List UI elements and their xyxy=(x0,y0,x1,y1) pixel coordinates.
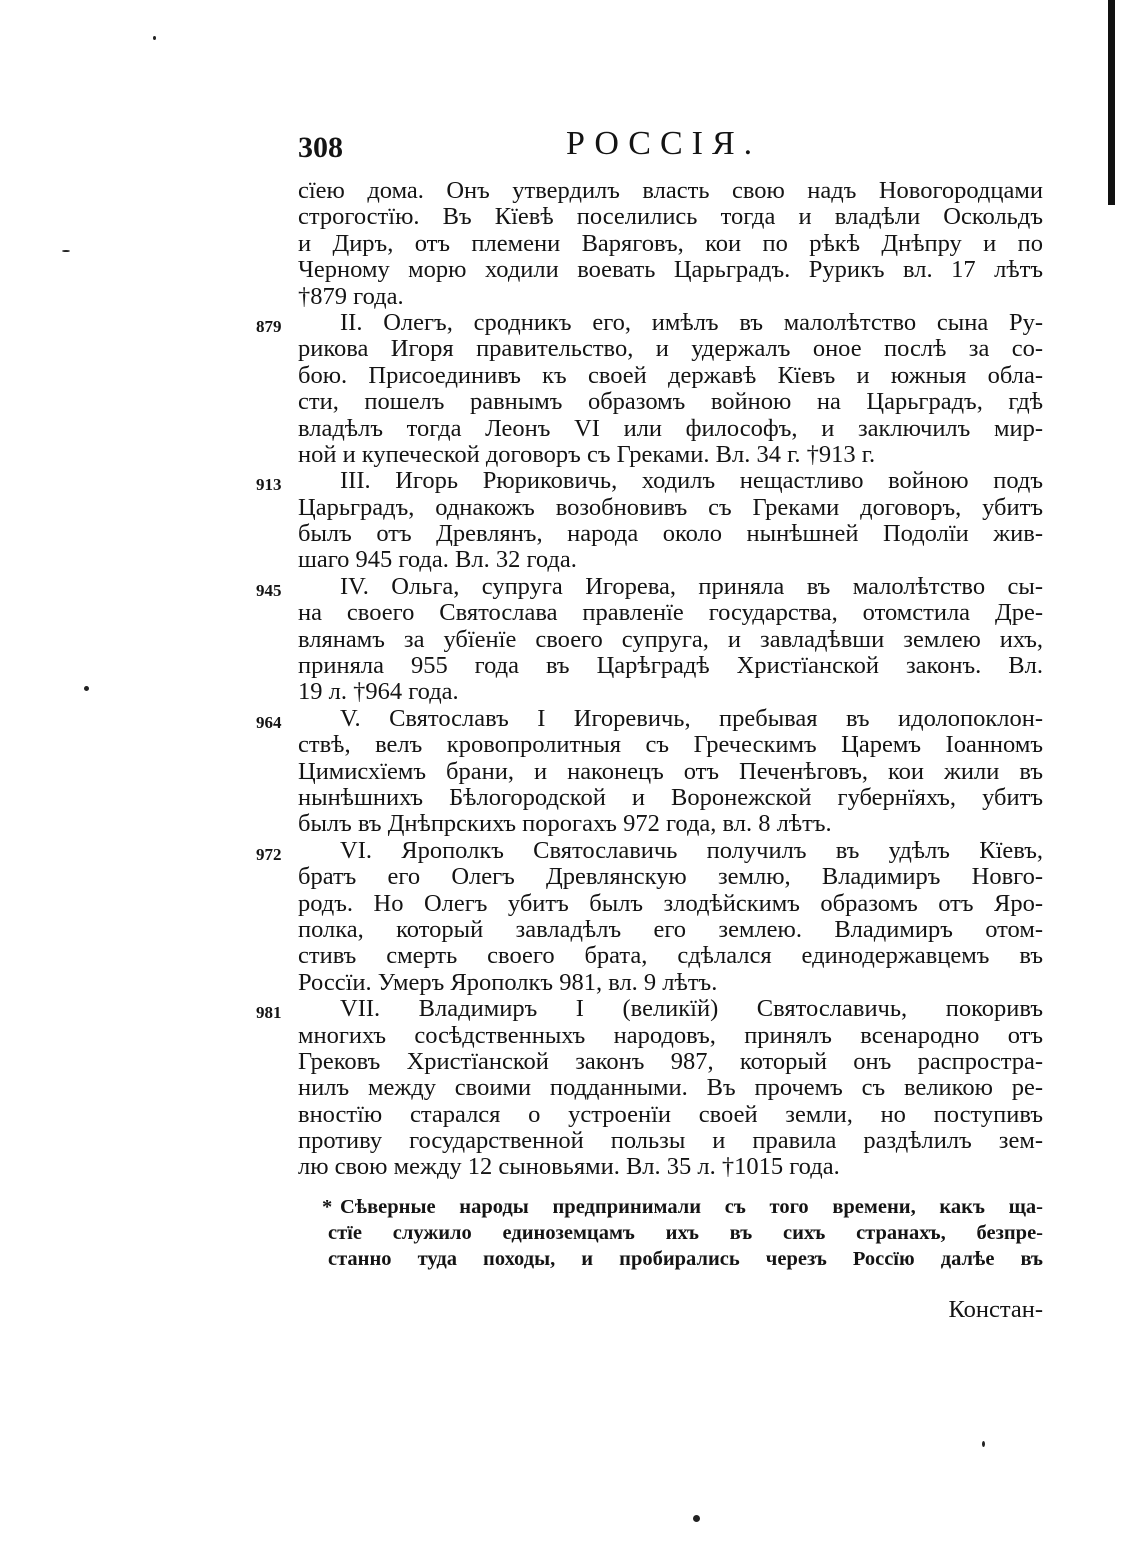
text-line: влянамъ за убїенїе своего супруга, и завладѣвши землею ихъ, xyxy=(298,625,1043,653)
text-line: VII. Владимиръ I (великїй) Святославичь, покоривъ xyxy=(340,995,1043,1023)
page-edge-line xyxy=(1108,0,1115,205)
text-line: †879 года. xyxy=(298,282,404,310)
footnote-line: Сѣверные народы предпринимали съ того времени, какъ ща- xyxy=(340,1196,1043,1218)
reign-entry xyxy=(256,704,1043,838)
text-line: сти, пошелъ равнымъ образомъ войною на Царьградъ, гдѣ xyxy=(298,388,1043,416)
reign-entry xyxy=(256,836,1043,996)
margin-year: 913 xyxy=(256,475,282,495)
margin-year: 972 xyxy=(256,844,282,864)
reign-entry xyxy=(256,572,1043,706)
page-number: 308 xyxy=(298,131,343,164)
footnote xyxy=(322,1194,1043,1272)
margin-year: 981 xyxy=(256,1003,282,1023)
text-line: стивъ смерть своего брата, сдѣлался единодержавцемъ въ xyxy=(298,942,1043,970)
footnote-line: стїе служило единоземцамъ ихъ въ сихъ странахъ, безпре- xyxy=(328,1222,1043,1244)
reign-entry xyxy=(256,467,1043,574)
text-line: былъ отъ Древлянъ, народа около нынѣшней Подолїи жив- xyxy=(298,520,1043,548)
text-line: и Диръ, отъ племени Варяговъ, кои по рѣкѣ Днѣпру и по xyxy=(298,229,1043,257)
footnote-marker: * xyxy=(322,1196,333,1218)
text-line: Царьградъ, однакожъ возобновивъ съ Греками договоръ, убитъ xyxy=(298,493,1043,521)
catchword: Констан- xyxy=(948,1296,1043,1323)
text-line: приняла 955 года въ Царѣградѣ Христїанской законъ. Вл. xyxy=(298,652,1043,680)
ink-speck xyxy=(982,1441,985,1447)
reign-entry xyxy=(256,308,1043,468)
text-line: сїею дома. Онъ утвердилъ власть свою надъ Новогородцами xyxy=(298,177,1043,204)
reign-entry xyxy=(256,995,1043,1181)
text-line: рикова Игоря правительство, и удержалъ оное послѣ за со- xyxy=(298,335,1043,363)
ink-speck xyxy=(62,250,70,252)
ink-speck xyxy=(693,1515,700,1522)
text-line: вностїю старался о устроенїи своей земли, но поступивъ xyxy=(298,1100,1043,1128)
running-title: РОССІЯ. xyxy=(566,125,762,162)
text-line: Россїи. Умеръ Ярополкъ 981, вл. 9 лѣтъ. xyxy=(298,968,718,996)
ink-speck xyxy=(84,686,89,691)
text-line: ной и купеческой договоръ съ Греками. Вл. 34 г. †913 г. xyxy=(298,440,876,468)
ink-speck xyxy=(153,36,156,40)
text-line: шаго 945 года. Вл. 32 года. xyxy=(298,546,577,574)
text-line: бою. Присоединивъ къ своей державѣ Кїевъ и южныя обла- xyxy=(298,361,1043,389)
text-line: VI. Ярополкъ Святославичь получилъ въ удѣлъ Кїевъ, xyxy=(340,836,1043,864)
text-line: Черному морю ходили воевать Царьградъ. Рурикъ вл. 17 лѣтъ xyxy=(298,256,1043,284)
text-line: Цимисхїемъ брани, и наконецъ отъ Печенѣговъ, кои жили въ xyxy=(298,757,1043,785)
text-line: полка, который завладѣлъ его землею. Владимиръ отом- xyxy=(298,915,1043,943)
text-line: родъ. Но Олегъ убитъ былъ злодѣйскимъ образомъ отъ Яро- xyxy=(298,889,1043,917)
page-header xyxy=(298,125,1043,173)
text-line: лю свою между 12 сыновьями. Вл. 35 л. †1015 года. xyxy=(298,1153,840,1181)
footnote-line: станно туда походы, и пробирались черезъ Россїю далѣе въ xyxy=(328,1248,1043,1270)
text-line: III. Игорь Рюриковичь, ходилъ нещастливо войною подъ xyxy=(340,467,1043,495)
text-line: многихъ сосѣдственныхъ народовъ, принялъ всенародно отъ xyxy=(298,1021,1043,1049)
text-line: владѣлъ тогда Леонъ VI или философъ, и заключилъ мир- xyxy=(298,414,1043,442)
text-line: на своего Святослава правленїе государства, отомстила Дре- xyxy=(298,599,1043,627)
text-line: 19 л. †964 года. xyxy=(298,678,459,706)
margin-year: 945 xyxy=(256,580,282,600)
margin-year: 879 xyxy=(256,316,282,336)
text-line: V. Святославъ I Игоревичь, пребывая въ идолопоклон- xyxy=(340,704,1043,732)
text-line: II. Олегъ, сродникъ его, имѣлъ въ малолѣтство сына Ру- xyxy=(340,308,1043,336)
text-line: нилъ между своими подданными. Въ прочемъ съ великою ре- xyxy=(298,1074,1043,1102)
main-text xyxy=(256,177,1043,1181)
margin-year: 964 xyxy=(256,712,282,732)
text-line: нынѣшнихъ Бѣлогородской и Воронежской губернїяхъ, убитъ xyxy=(298,783,1043,811)
text-line: братъ его Олегъ Древлянскую землю, Владимиръ Новго- xyxy=(298,863,1043,891)
text-line: IV. Ольга, супруга Игорева, приняла въ малолѣтство сы- xyxy=(340,572,1043,600)
text-line: строгостїю. Въ Кїевѣ поселились тогда и владѣли Оскольдъ xyxy=(298,203,1043,231)
text-line: противу государственной пользы и правила раздѣлилъ зем- xyxy=(298,1127,1043,1155)
text-line: Грековъ Христїанской законъ 987, который онъ распростра- xyxy=(298,1047,1043,1075)
text-line: ствѣ, велъ кровопролитныя съ Греческимъ Царемъ Іоанномъ xyxy=(298,731,1043,759)
text-line: былъ въ Днѣпрскихъ порогахъ 972 года, вл. 8 лѣтъ. xyxy=(298,810,832,838)
